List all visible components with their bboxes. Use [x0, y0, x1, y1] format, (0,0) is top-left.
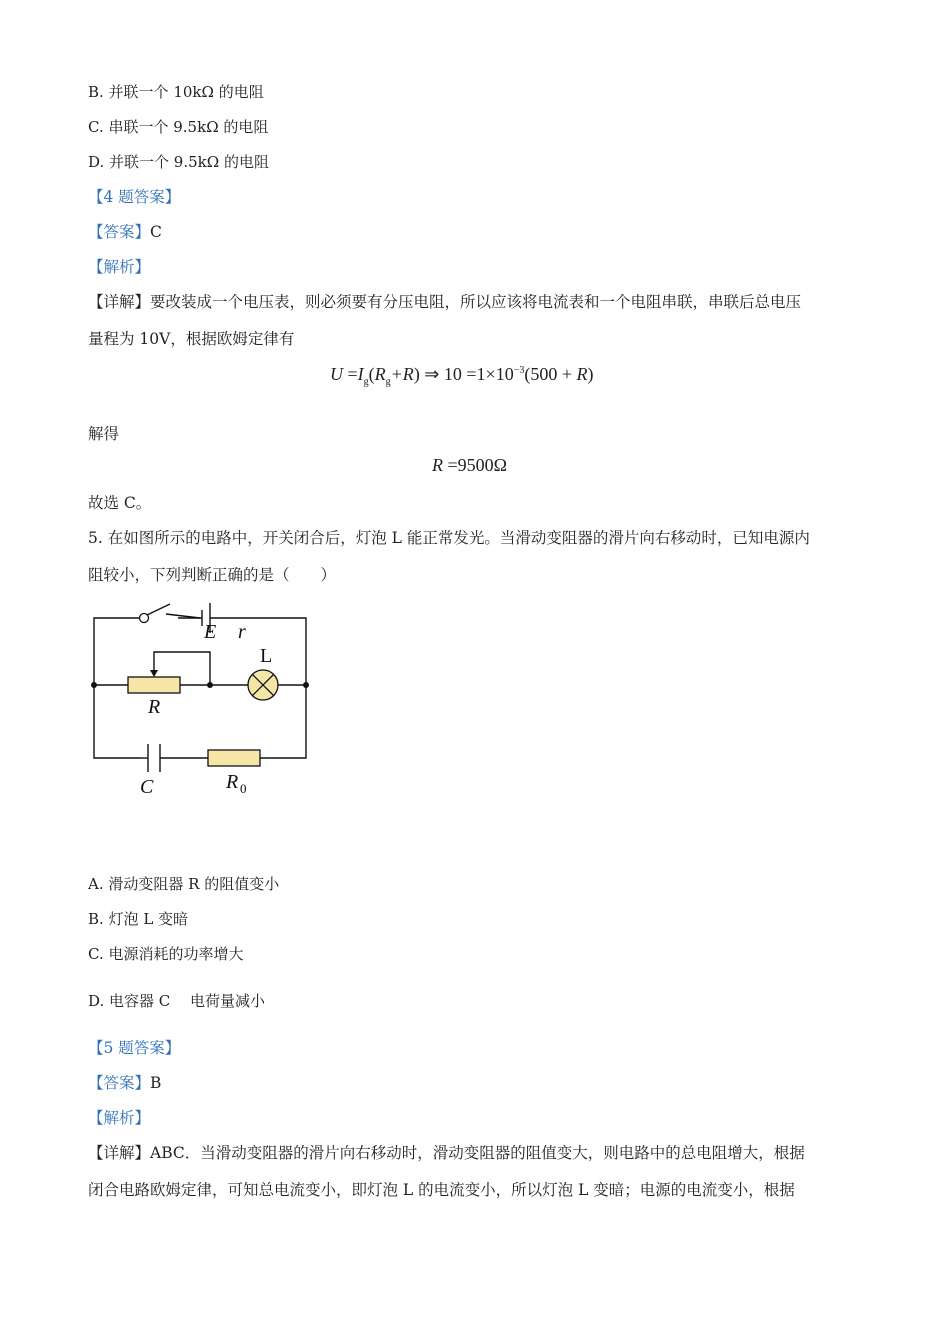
resistor-r0: [208, 750, 260, 766]
q5-option-a: A. 滑动变阻器 R 的阻值变小: [88, 875, 280, 893]
q5-answer-line: [88, 1072, 161, 1094]
label-r0: R: [226, 771, 239, 793]
q5-detail-line-1: 【详解】ABC．当滑动变阻器的滑片向右移动时，滑动变阻器的阻值变大，则电路中的总电阻增大，根据: [88, 1144, 805, 1162]
q5-option-b: B. 灯泡 L 变暗: [88, 910, 189, 928]
q5-option-c: C. 电源消耗的功率增大: [88, 945, 244, 963]
label-r0-sub: 0: [240, 781, 247, 796]
q4-detail-line-2: 量程为 10V，根据欧姆定律有: [88, 330, 295, 348]
junction-middle: [207, 682, 213, 688]
junction-right: [303, 682, 309, 688]
q5-stem-line-1: 5. 在如图所示的电路中，开关闭合后，灯泡 L 能正常发光。当滑动变阻器的滑片向右移动时，已知电源内: [88, 529, 810, 547]
q5-option-d: D. 电容器 C 电荷量减小: [88, 992, 266, 1010]
q4-conclusion: 故选 C。: [88, 494, 152, 512]
option-c-q4: C. 串联一个 9.5kΩ 的电阻: [88, 118, 269, 136]
equation-ohm-law: $U =I_g(R_g+R)$ ⇒ $10 =1\times 10^{-3}(500 + R)$: [330, 364, 594, 388]
q4-answer-header: 【4 题答案】: [88, 188, 181, 206]
label-rheostat: R: [148, 696, 161, 718]
q5-detail-line-2: 闭合电路欧姆定律，可知总电流变小，即灯泡 L 的电流变小，所以灯泡 L 变暗；电源的电流变小，根据: [88, 1181, 795, 1199]
junction-left: [91, 682, 97, 688]
option-b-q4: B. 并联一个 10kΩ 的电阻: [88, 83, 264, 101]
q4-analysis-tag: 【解析】: [88, 258, 151, 276]
label-r: r: [238, 621, 246, 643]
solve-word: 解得: [88, 425, 120, 443]
label-lamp: L: [260, 645, 273, 667]
q4-answer-line: [88, 221, 162, 243]
answer-value: B: [150, 1074, 162, 1092]
label-e: E: [204, 621, 217, 643]
rheostat-body: [128, 677, 180, 693]
answer-tag: 【答案】: [88, 1074, 151, 1092]
switch-blade: [147, 604, 170, 615]
q5-answer-header: 【5 题答案】: [88, 1039, 181, 1057]
label-capacitor: C: [140, 776, 154, 798]
q4-detail-line-1: 【详解】要改装成一个电压表，则必须要有分压电阻，所以应该将电流表和一个电阻串联，串联后总电压: [88, 293, 802, 311]
circuit-diagram: [80, 598, 320, 803]
q5-stem-line-2: 阻较小，下列判断正确的是（ ）: [88, 566, 337, 584]
answer-tag: 【答案】: [88, 223, 151, 241]
option-d-q4: D. 并联一个 9.5kΩ 的电阻: [88, 153, 269, 171]
equation-result: R =9500Ω: [432, 455, 508, 475]
q5-analysis-tag: 【解析】: [88, 1109, 151, 1127]
answer-value: C: [150, 223, 162, 241]
slider-arrow: [150, 670, 158, 677]
